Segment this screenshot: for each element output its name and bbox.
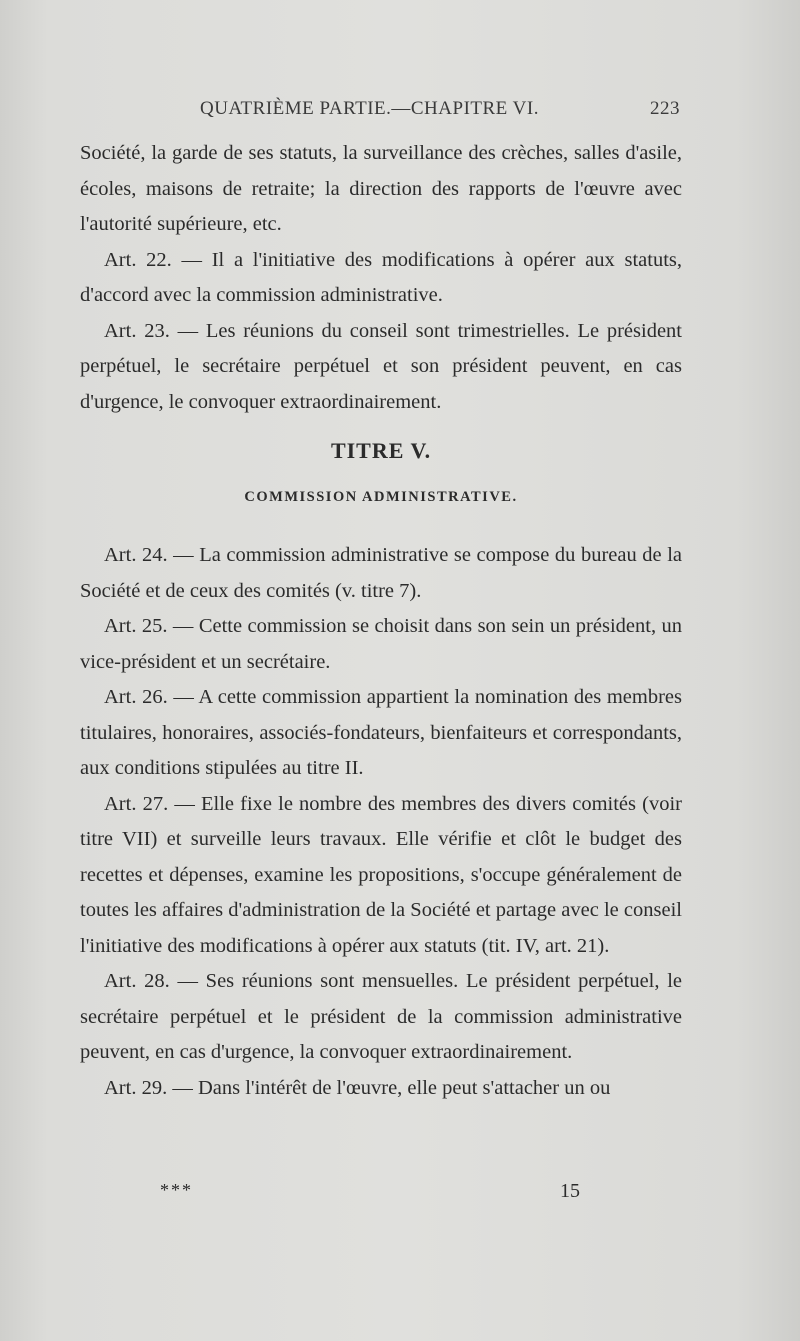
article-23: Art. 23. — Les réunions du conseil sont trimestrielles. Le président perpétuel, le secrétaire perpétuel et son président peuvent, en cas d'urgence, le convoquer extraordinairement. [80,319,682,413]
page-number: 223 [650,98,680,119]
section-subtitle: COMMISSION ADMINISTRATIVE. [244,489,518,505]
article-25: Art. 25. — Cette commission se choisit dans son sein un président, un vice-président et un secrétaire. [80,615,682,673]
article-27: Art. 27. — Elle fixe le nombre des membres des divers comités (voir titre VII) et surveille leurs travaux. Elle vérifie et clôt le budget des recettes et dépenses, examine les propositions, s'occupe généralement de toutes les affaires d'administration de la Société et partage avec le conseil l'initiative des modifications à opérer aux statuts (tit. IV, art. 21). [80,792,682,957]
article-24: Art. 24. — La commission administrative se compose du bureau de la Société et de ceux des comités (v. titre 7). [80,544,682,602]
body-text [80,136,682,1106]
article-29: Art. 29. — Dans l'intérêt de l'œuvre, elle peut s'attacher un ou [104,1076,611,1099]
sheet-number: 15 [560,1180,580,1202]
running-title: QUATRIÈME PARTIE.—CHAPITRE VI. [200,98,539,119]
paragraph: Société, la garde de ses statuts, la surveillance des crèches, salles d'asile, écoles, maisons de retraite; la direction des rapports de l'œuvre avec l'autorité supérieure, etc. [80,142,682,235]
article-26: Art. 26. — A cette commission appartient la nomination des membres titulaires, honoraires, associés-fondateurs, bienfaiteurs et correspondants, aux conditions stipulées au titre II. [80,686,682,779]
article-28: Art. 28. — Ses réunions sont mensuelles. Le président perpétuel, le secrétaire perpétuel et le président de la commission administrative peuvent, en cas d'urgence, la convoquer extraordinairement. [80,970,682,1063]
section-title: TITRE V. [330,438,432,463]
signature-mark: *** [160,1180,193,1200]
article-22: Art. 22. — Il a l'initiative des modifications à opérer aux statuts, d'accord avec la commission administrative. [80,248,682,306]
